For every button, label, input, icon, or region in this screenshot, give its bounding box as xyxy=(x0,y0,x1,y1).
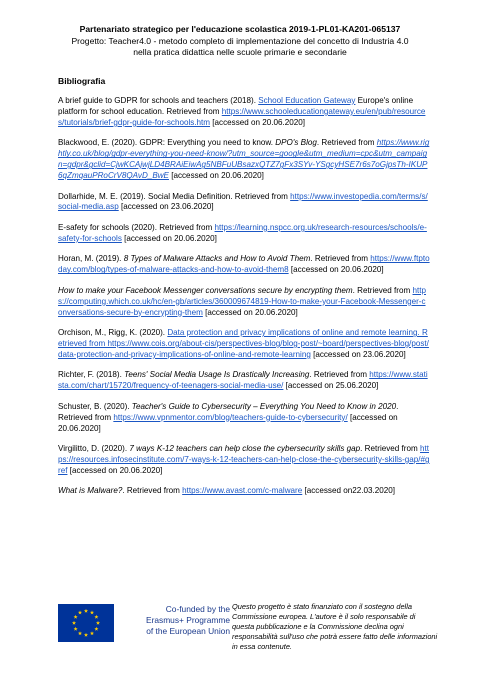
page-footer xyxy=(58,600,438,652)
reference-text: Blackwood, E. (2020). GDPR: Everything you need to know. xyxy=(58,138,276,148)
project-title: Partenariato strategico per l'educazione scolastica 2019-1-PL01-KA201-065137 xyxy=(79,24,401,34)
reference-link[interactable]: https://www.avast.com/c-malware xyxy=(182,486,303,496)
reference-entry xyxy=(58,138,430,182)
project-subtitle-2: nella pratica didattica nelle scuole primarie e secondarie xyxy=(133,47,347,57)
reference-text: [accessed on 23.06.2020] xyxy=(310,349,406,359)
reference-entry xyxy=(58,223,430,245)
reference-italic-text: DPO's Blog xyxy=(275,138,317,148)
reference-text: . Retrieved from xyxy=(122,486,183,496)
reference-text: [accessed on 20.06.2020] xyxy=(202,307,298,317)
reference-text: Virgilitto, D. (2020). xyxy=(58,444,130,454)
reference-link[interactable]: https://www.schooleducationgateway.eu/en/pub/resources/tutorials/brief-gdpr-guide-for-schools.htm xyxy=(58,106,426,127)
reference-text: A brief guide to GDPR for schools and teachers (2018). xyxy=(58,96,259,105)
reference-text: [accessed on 20.06.2020] xyxy=(67,465,163,475)
reference-italic-text: What is Malware? xyxy=(58,486,123,496)
reference-text: . Retrieved from xyxy=(352,285,413,295)
reference-link[interactable]: Data protection and privacy implications of online and remote learning. Retrieved from https://www.cois.org/about-cis/perspectives-blog/blog-post/~board/perspectives-blog/post/data-protection-and-privacy-implications-of-online-and-remote-learning xyxy=(58,328,429,359)
eu-line-2: Erasmus+ Programme xyxy=(145,615,230,625)
page-header xyxy=(0,24,480,59)
reference-text: [accessed on22.03.2020] xyxy=(302,486,395,496)
reference-entry xyxy=(58,370,430,392)
reference-link[interactable]: https://www.investopedia.com/terms/s/social-media.asp xyxy=(58,191,428,212)
project-subtitle-1: Progetto: Teacher4.0 - metodo completo di implementazione del concetto di Industria 4.0 xyxy=(71,35,409,46)
reference-link[interactable]: https://www.statista.com/chart/15720/frequency-of-teenagers-social-media-use/ xyxy=(58,370,428,391)
reference-text: Schuster, B. (2020). xyxy=(58,401,132,411)
section-title: Bibliografia xyxy=(58,76,106,86)
reference-entry xyxy=(58,328,430,361)
reference-text: Dollarhide, M. E. (2019). Social Media Definition. Retrieved from xyxy=(58,191,291,201)
reference-italic-text: 7 ways K-12 teachers can help close the cybersecurity skills gap xyxy=(129,444,361,454)
reference-entry xyxy=(58,402,430,435)
reference-text: Orchison, M., Rigg, K. (2020). xyxy=(58,328,168,338)
reference-text: Richter, F. (2018). xyxy=(58,370,125,380)
reference-link[interactable]: https://www.ftptoday.com/blog/types-of-malware-attacks-and-how-to-avoid-them8 xyxy=(58,254,430,275)
reference-entry xyxy=(58,286,430,319)
reference-text: [accessed on 20.06.2020] xyxy=(58,412,398,433)
reference-text: [accessed on 20.06.2020] xyxy=(168,171,264,181)
reference-entry xyxy=(58,444,430,477)
reference-entry xyxy=(58,486,430,497)
reference-entry xyxy=(58,192,430,214)
reference-text: [accessed on 23.06.2020] xyxy=(118,202,214,212)
reference-link[interactable]: https://computing.which.co.uk/hc/en-gb/articles/360009674819-How-to-make-your-Facebook-Messenger-conversations-secure-by-encrypting-them xyxy=(58,285,427,317)
reference-italic-text: 8 Types of Malware Attacks and How to Avoid Them xyxy=(123,254,311,264)
eu-line-1: Co-funded by the xyxy=(165,604,230,614)
reference-link[interactable]: School Education Gateway xyxy=(258,96,356,105)
reference-italic-text: How to make your Facebook Messenger conversations secure by encrypting them xyxy=(58,285,353,295)
disclaimer-text: Questo progetto è stato finanziato con il sostegno della Commissione europea. L'autore è il solo responsabile di questa pubblicazione e la Commissione declina ogni responsabilità sull'uso che potrà essere fatto delle informazioni in essa contenute. xyxy=(232,602,438,652)
reference-entry xyxy=(58,96,430,129)
eu-flag-icon xyxy=(58,604,114,642)
reference-text: [accessed on 20.06.2020] xyxy=(121,233,217,243)
reference-link[interactable]: https://resources.infosecinstitute.com/7-ways-k-12-teachers-can-help-close-the-cybersecurity-skills-gap/#gref xyxy=(58,444,430,475)
reference-link[interactable]: https://www.vpnmentor.com/blog/teachers-guide-to-cybersecurity/ xyxy=(113,412,348,422)
reference-list xyxy=(58,96,430,507)
reference-link[interactable]: https://www.rightly.co.uk/blog/gdpr-everything-you-need-know/?utm_source=google&utm_medium=cpc&utm_campaign=gdpr&gclid=CjwKCAjwjLD4BRAiEiwAg5NBFuUBsazxQTZ7gFx3SYv-YSgcyHSE7r6s7oGjpsTh-IKUP6qZmqauPRoCrV8QAvD_BwE xyxy=(58,138,430,181)
reference-text: Horan, M. (2019). xyxy=(58,254,124,264)
reference-link[interactable]: https://learning.nspcc.org.uk/research-resources/schools/e-safety-for-schools xyxy=(58,222,427,243)
reference-text: [accessed on 20.06.2020] xyxy=(210,117,305,127)
reference-text: [accessed on 25.06.2020] xyxy=(283,381,379,391)
reference-text: . Retrieved from xyxy=(316,138,377,148)
reference-entry xyxy=(58,254,430,276)
reference-text: . Retrieved from xyxy=(58,401,399,422)
erasmus-cofunded-label xyxy=(120,604,230,637)
reference-italic-text: Teens' Social Media Usage Is Drastically Increasing xyxy=(124,370,310,380)
reference-text: . Retrieved from xyxy=(309,370,370,380)
reference-text: . Retrieved from xyxy=(360,444,420,454)
reference-italic-text: Teacher's Guide to Cybersecurity – Everything You Need to Know in 2020 xyxy=(131,401,397,411)
reference-text: Europe's online platform for school education. Retrieved from xyxy=(58,96,414,116)
reference-text: [accessed on 20.06.2020] xyxy=(288,265,384,275)
reference-text: . Retrieved from xyxy=(310,254,371,264)
eu-line-3: of the European Union xyxy=(146,626,230,636)
reference-text: E-safety for schools (2020). Retrieved from xyxy=(58,222,215,232)
